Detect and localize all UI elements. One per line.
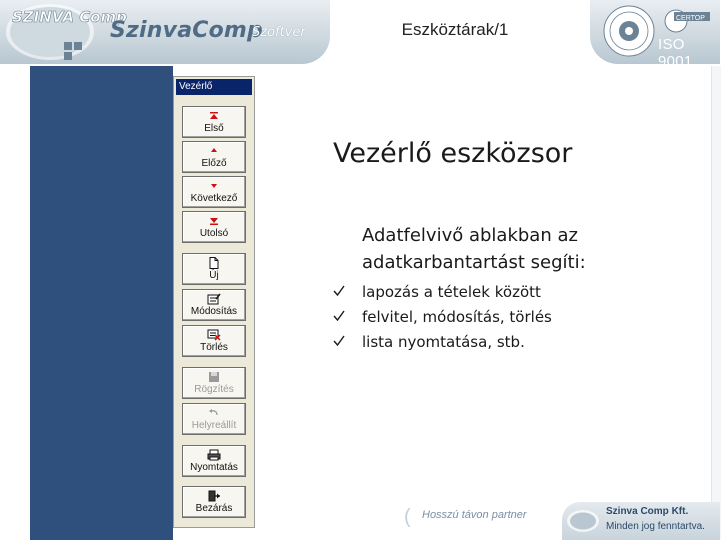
delete-record-label: Törlés	[200, 342, 228, 353]
last-record-label: Utolsó	[199, 228, 229, 239]
emblem-line-1: SZINVA Comp	[12, 8, 127, 26]
check-bullet-icon	[333, 330, 349, 355]
left-decorative-panel	[30, 66, 173, 540]
next-record-icon	[183, 180, 245, 192]
new-record-label: Új	[209, 270, 219, 281]
right-decorative-strip	[711, 66, 721, 540]
undo-record-button[interactable]	[182, 403, 246, 435]
check-bullet-icon	[333, 305, 349, 330]
footer-company-logo-icon	[566, 508, 600, 534]
check-bullet-icon	[333, 280, 349, 305]
save-record-button[interactable]	[182, 367, 246, 399]
previous-record-button[interactable]	[182, 141, 246, 173]
description-paragraph: Adatfelvivő ablakban az adatkarbantartást segíti:	[362, 225, 586, 273]
toolbar-title: Vezérlő	[176, 79, 252, 95]
save-record-label: Rögzítés	[194, 384, 234, 395]
exit-door-icon	[183, 490, 245, 502]
footer-company-banner	[562, 502, 720, 540]
certop-logo-icon	[662, 8, 710, 34]
logo-subtitle: Szoftver	[252, 25, 306, 40]
first-record-icon	[183, 110, 245, 122]
close-label: Bezárás	[195, 503, 233, 514]
next-record-label: Következő	[190, 193, 238, 204]
edit-record-label: Módosítás	[190, 306, 238, 317]
list-item	[333, 280, 663, 305]
list-item-text: lapozás a tételek között	[362, 283, 541, 301]
delete-record-button[interactable]	[182, 325, 246, 357]
first-record-button[interactable]	[182, 106, 246, 138]
delete-icon	[183, 329, 245, 341]
certification-banner	[590, 0, 720, 70]
left-margin	[0, 66, 30, 540]
list-item-text: felvitel, módosítás, törlés	[362, 308, 552, 326]
footer-company-name: Szinva Comp Kft.	[606, 506, 689, 517]
next-record-button[interactable]	[182, 176, 246, 208]
list-item-text: lista nyomtatása, stb.	[362, 333, 525, 351]
main-heading: Vezérlő eszközsor	[333, 138, 573, 169]
edit-icon	[183, 293, 245, 305]
list-item	[333, 330, 663, 355]
footer-rights: Minden jog fenntartva.	[606, 521, 705, 532]
print-button[interactable]	[182, 445, 246, 477]
iso-label: ISO 9001	[658, 36, 693, 70]
company-logo-banner	[0, 0, 330, 64]
first-record-label: Első	[204, 123, 224, 134]
footer-bracket-icon: (	[404, 506, 411, 528]
list-item	[333, 305, 663, 330]
print-label: Nyomtatás	[190, 462, 238, 473]
previous-record-label: Előző	[201, 158, 227, 169]
save-icon	[183, 371, 245, 383]
logo-title: SzinvaComp	[110, 18, 263, 43]
certop-label: CERTOP	[676, 15, 705, 22]
edit-record-button[interactable]	[182, 289, 246, 321]
feature-list	[333, 280, 663, 355]
last-record-icon	[183, 215, 245, 227]
last-record-button[interactable]	[182, 211, 246, 243]
certification-seal-icon	[602, 4, 656, 58]
new-record-button[interactable]	[182, 253, 246, 285]
previous-record-icon	[183, 145, 245, 157]
company-emblem-icon	[4, 2, 127, 62]
footer-slogan: Hosszú távon partner	[422, 509, 527, 521]
undo-icon	[183, 407, 245, 419]
close-button[interactable]	[182, 486, 246, 518]
header	[0, 0, 720, 70]
print-icon	[183, 449, 245, 461]
undo-record-label: Helyreállít	[191, 420, 237, 431]
control-toolbar	[173, 76, 255, 528]
slide-title: Eszköztárak/1	[401, 20, 509, 39]
new-document-icon	[183, 257, 245, 269]
